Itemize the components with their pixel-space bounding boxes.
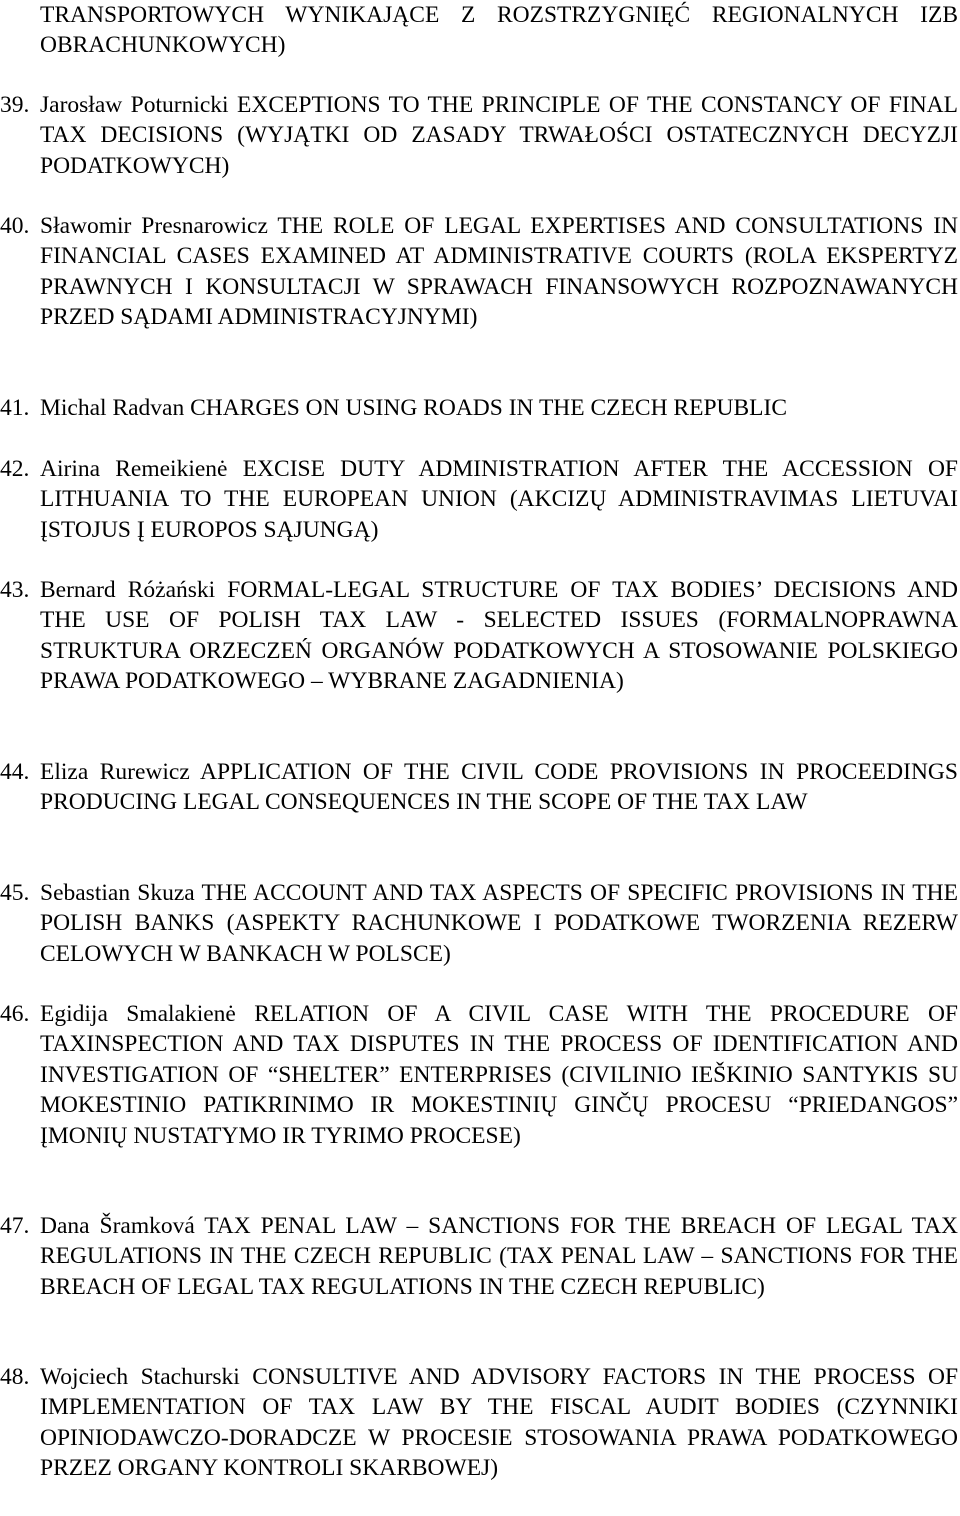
entry-text [40, 757, 958, 818]
list-item [0, 878, 958, 969]
entry-title: TRANSPORTOWYCH WYNIKAJĄCE Z ROZSTRZYGNIĘĆ REGIONALNYCH IZB OBRACHUNKOWYCH) [40, 2, 958, 59]
entry-author: Wojciech Stachurski [40, 1364, 240, 1390]
entry-author: Sebastian Skuza [40, 880, 195, 906]
list-item [0, 999, 958, 1151]
entry-number: 41. [0, 395, 30, 421]
entry-number: 46. [0, 1001, 30, 1027]
entry-title: EXCISE DUTY ADMINISTRATION AFTER THE ACCESSION OF LITHUANIA TO THE EUROPEAN UNION (AKCIZŲ ADMINISTRAVIMAS LIETUVAI ĮSTOJUS Į EUROPOS SĄJUNGĄ) [40, 456, 958, 543]
list-item [0, 393, 958, 423]
entry-title: FORMAL-LEGAL STRUCTURE OF TAX BODIES’ DECISIONS AND THE USE OF POLISH TAX LAW - SELECTED ISSUES (FORMALNOPRAWNA STRUKTURA ORZECZEŃ ORGANÓW PODATKOWYCH A STOSOWANIE POLSKIEGO PRAWA PODATKOWEGO – WYBRANE ZAGADNIENIA) [40, 577, 959, 695]
entry-number: 45. [0, 880, 30, 906]
list-item [0, 211, 958, 333]
entry-author: Michal Radvan [40, 395, 185, 421]
entry-author: Airina Remeikienė [40, 456, 228, 482]
list-item [0, 757, 958, 818]
entry-text [40, 90, 958, 181]
entry-title: RELATION OF A CIVIL CASE WITH THE PROCEDURE OF TAXINSPECTION AND TAX DISPUTES IN THE PROCESS OF IDENTIFICATION AND INVESTIGATION OF “SHELTER” ENTERPRISES (CIVILINIO IEŠKINIO SANTYKIS SU MOKESTINIO PATIKRINIMO IR MOKESTINIŲ GINČŲ PROCESU “PRIEDANGOS” ĮMONIŲ NUSTATYMO IR TYRIMO PROCESE) [40, 1001, 958, 1149]
entry-text [40, 1362, 958, 1484]
entry-number: 39. [0, 92, 30, 118]
entry-text [40, 211, 958, 333]
entry-text [40, 999, 958, 1151]
entry-title: CHARGES ON USING ROADS IN THE CZECH REPUBLIC [190, 395, 788, 421]
entry-text [40, 878, 958, 969]
entry-number: 42. [0, 456, 30, 482]
entry-number: 40. [0, 213, 30, 239]
list-item [0, 454, 958, 545]
entry-title: THE ROLE OF LEGAL EXPERTISES AND CONSULTATIONS IN FINANCIAL CASES EXAMINED AT ADMINISTRATIVE COURTS (ROLA EKSPERTYZ PRAWNYCH I KONSULTACJI W SPRAWACH FINANSOWYCH ROZPOZNAWANYCH PRZED SĄDAMI ADMINISTRACYJNYMI) [40, 213, 958, 331]
list-item [0, 575, 958, 697]
entry-author: Egidija Smalakienė [40, 1001, 236, 1027]
entry-number: 43. [0, 577, 30, 603]
entry-author: Eliza Rurewicz [40, 759, 190, 785]
entry-text [40, 454, 958, 545]
entry-title: THE ACCOUNT AND TAX ASPECTS OF SPECIFIC PROVISIONS IN THE POLISH BANKS (ASPEKTY RACHUNKOWE I PODATKOWE TWORZENIA REZERW CELOWYCH W BANKACH W POLSCE) [40, 880, 958, 967]
entry-author: Jarosław Poturnicki [40, 92, 229, 118]
entry-author: Dana Šramková [40, 1213, 195, 1239]
entry-number: 44. [0, 759, 30, 785]
list-item [0, 1362, 958, 1484]
entry-title: EXCEPTIONS TO THE PRINCIPLE OF THE CONSTANCY OF FINAL TAX DECISIONS (WYJĄTKI OD ZASADY TRWAŁOŚCI OSTATECZNYCH DECYZJI PODATKOWYCH) [40, 92, 959, 179]
list-item [0, 0, 958, 61]
entry-author: Bernard Różański [40, 577, 216, 603]
entry-text [40, 575, 958, 697]
entry-text [40, 393, 958, 423]
entry-number: 48. [0, 1364, 30, 1390]
entry-title: APPLICATION OF THE CIVIL CODE PROVISIONS IN PROCEEDINGS PRODUCING LEGAL CONSEQUENCES IN THE SCOPE OF THE TAX LAW [40, 759, 958, 816]
entry-text [40, 1211, 958, 1302]
entry-title: TAX PENAL LAW – SANCTIONS FOR THE BREACH OF LEGAL TAX REGULATIONS IN THE CZECH REPUBLIC (TAX PENAL LAW – SANCTIONS FOR THE BREACH OF LEGAL TAX REGULATIONS IN THE CZECH REPUBLIC) [40, 1213, 959, 1300]
entry-author: Sławomir Presnarowicz [40, 213, 268, 239]
entry-title: CONSULTIVE AND ADVISORY FACTORS IN THE PROCESS OF IMPLEMENTATION OF TAX LAW BY THE FISCAL AUDIT BODIES (CZYNNIKI OPINIODAWCZO-DORADCZE W PROCESIE STOSOWANIA PRAWA PODATKOWEGO PRZEZ ORGANY KONTROLI SKARBOWEJ) [40, 1364, 959, 1482]
entry-number: 47. [0, 1213, 30, 1239]
list-item [0, 1211, 958, 1302]
list-item [0, 90, 958, 181]
entry-text [40, 0, 958, 61]
